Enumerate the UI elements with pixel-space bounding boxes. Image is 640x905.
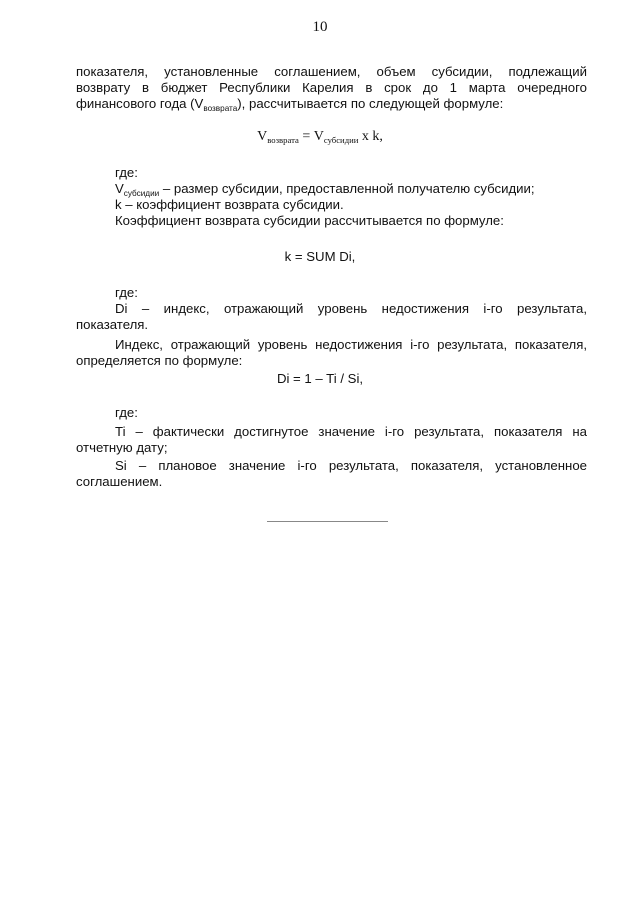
definition-si: Si – плановое значение i-го результата, показателя, установленное <box>115 458 587 473</box>
definition-di-cont: показателя. <box>76 317 149 332</box>
coefficient-intro: Коэффициент возврата субсидии рассчитывается по формуле: <box>115 213 504 228</box>
definition-v-subsidy: $V_{субсидии}$ – размер субсидии, предоставленной получателю субсидии; <box>115 181 535 198</box>
page-number: 10 <box>312 19 328 35</box>
closing-rule <box>267 521 388 522</box>
formula-di: Di = 1 – Ti / Si, <box>276 371 364 386</box>
formula-k: k = SUM Di, <box>284 249 356 264</box>
definition-ti-cont: отчетную дату; <box>76 440 168 455</box>
paragraph-line: показателя, установленные соглашением, объем субсидии, подлежащий <box>76 64 587 79</box>
index-intro-cont: определяется по формуле: <box>76 353 243 368</box>
where-label: где: <box>115 165 138 180</box>
paragraph-line: финансового года $(V_{возврата})$, рассчитывается по следующей формуле: <box>76 96 504 113</box>
paragraph-line: возврату в бюджет Республики Карелия в срок до 1 марта очередного <box>76 80 587 95</box>
definition-ti: Ti – фактически достигнутое значение i-го результата, показателя на <box>115 424 587 439</box>
where-label: где: <box>115 285 138 300</box>
definition-si-cont: соглашением. <box>76 474 163 489</box>
definition-k: k – коэффициент возврата субсидии. <box>115 197 344 212</box>
index-intro: Индекс, отражающий уровень недостижения i-го результата, показателя, <box>115 337 587 352</box>
definition-di: Di – индекс, отражающий уровень недостижения i-го результата, <box>115 301 587 316</box>
formula-v-return: $V_{возврата} = V_{субсидии}$ x k, <box>257 129 383 146</box>
where-label: где: <box>115 405 138 420</box>
